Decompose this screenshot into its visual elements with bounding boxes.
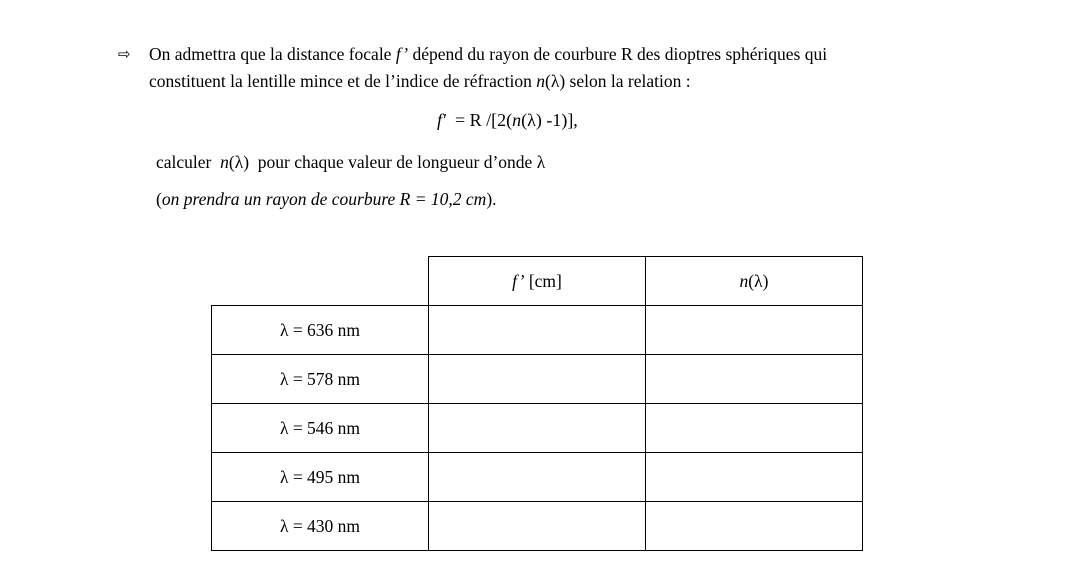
- table-header-row: [212, 257, 863, 306]
- table-corner-cell: [212, 257, 429, 306]
- table-row: [212, 502, 863, 551]
- refractive-index-cell[interactable]: [646, 502, 863, 551]
- refractive-index-cell[interactable]: [646, 453, 863, 502]
- text-segment: ).: [486, 189, 497, 209]
- unit-label: [cm]: [524, 270, 562, 291]
- focal-symbol: f’: [512, 270, 525, 291]
- results-table: [211, 256, 863, 551]
- header-refractive-index: [646, 257, 863, 306]
- table-row: [212, 404, 863, 453]
- radius-note: on prendra un rayon de courbure R = 10,2 cm: [161, 189, 487, 209]
- header-focal-length: [429, 257, 646, 306]
- focal-length-cell[interactable]: [429, 453, 646, 502]
- index-symbol: n: [220, 152, 229, 172]
- table-row: [212, 306, 863, 355]
- lens-formula: [437, 109, 578, 131]
- index-symbol: n: [512, 110, 522, 130]
- text-segment: (λ) selon la relation :: [545, 71, 691, 91]
- refractive-index-cell[interactable]: [646, 404, 863, 453]
- focal-symbol: f’: [395, 44, 409, 64]
- lambda-label: (λ): [748, 270, 769, 291]
- focal-symbol: f′: [437, 110, 446, 130]
- index-symbol: n: [536, 71, 546, 91]
- arrow-bullet-icon: ⇨: [118, 45, 131, 63]
- text-segment: calculer: [156, 152, 221, 172]
- wavelength-cell: λ = 430 nm: [212, 502, 429, 551]
- wavelength-cell: λ = 495 nm: [212, 453, 429, 502]
- text-segment: (λ) pour chaque valeur de longueur d’onde λ: [228, 152, 546, 172]
- instruction-line-4: [156, 188, 497, 210]
- focal-length-cell[interactable]: [429, 404, 646, 453]
- instruction-line-3: [156, 151, 545, 173]
- text-segment: dépend du rayon de courbure R des dioptres sphériques qui: [408, 44, 828, 64]
- table-row: [212, 453, 863, 502]
- text-segment: = R /[2(: [445, 110, 513, 130]
- instruction-line-2: [149, 70, 691, 92]
- text-segment: (λ) -1)],: [521, 110, 578, 130]
- index-symbol: n: [739, 270, 749, 291]
- refractive-index-cell[interactable]: [646, 306, 863, 355]
- table-row: [212, 355, 863, 404]
- text-segment: (: [156, 189, 162, 209]
- focal-length-cell[interactable]: [429, 502, 646, 551]
- refractive-index-cell[interactable]: [646, 355, 863, 404]
- wavelength-cell: λ = 636 nm: [212, 306, 429, 355]
- wavelength-cell: λ = 546 nm: [212, 404, 429, 453]
- instruction-line-1: [149, 43, 827, 65]
- wavelength-cell: λ = 578 nm: [212, 355, 429, 404]
- text-segment: constituent la lentille mince et de l’indice de réfraction: [149, 71, 537, 91]
- focal-length-cell[interactable]: [429, 355, 646, 404]
- focal-length-cell[interactable]: [429, 306, 646, 355]
- text-segment: On admettra que la distance focale: [149, 44, 396, 64]
